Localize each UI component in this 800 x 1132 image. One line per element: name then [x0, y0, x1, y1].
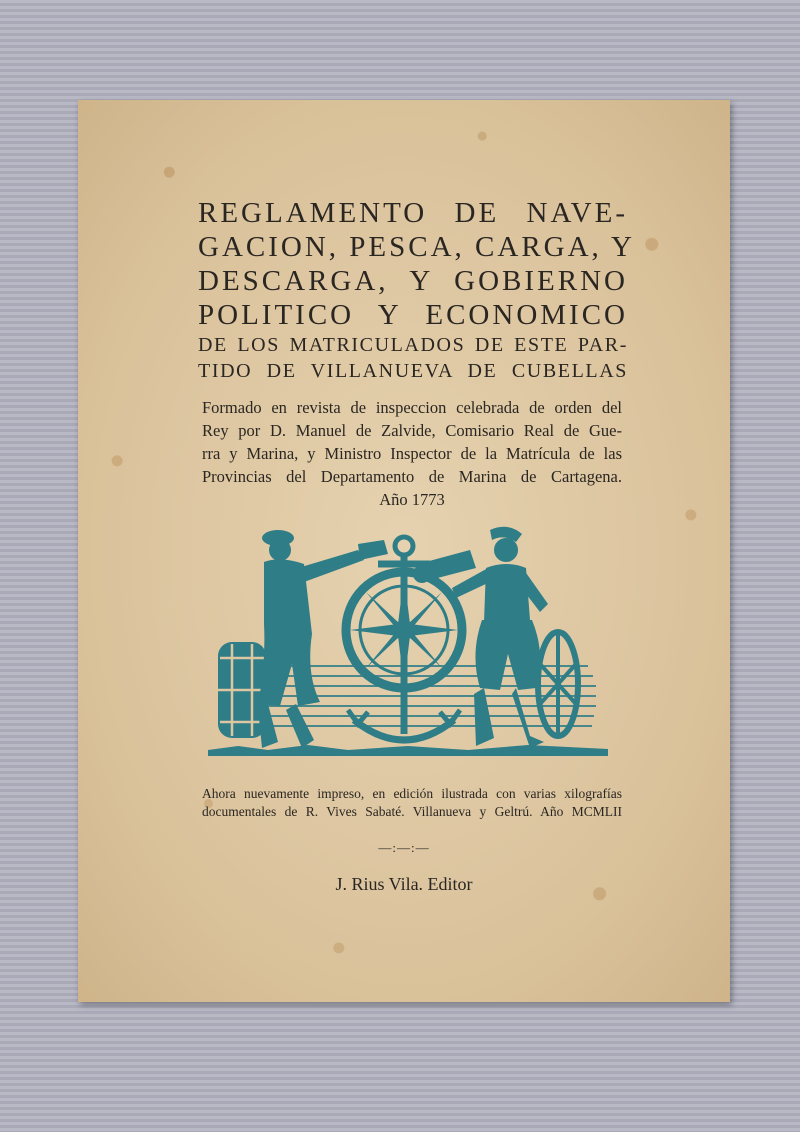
book-title: [198, 196, 635, 384]
reprint-line-2: documentales de R. Vives Sabaté. Villanueva y Geltrú. Año MCMLII: [202, 804, 622, 819]
title-line-3: DESCARGA, Y GOBIERNO: [198, 265, 628, 297]
subtitle-line-2: TIDO DE VILLANUEVA DE CUBELLAS: [198, 360, 628, 382]
description-line-2: Rey por D. Manuel de Zalvide, Comisario Real de Gue-: [202, 421, 622, 440]
editor-line: J. Rius Vila. Editor: [335, 874, 473, 894]
title-line-2: GACION, PESCA, CARGA, Y: [198, 231, 635, 263]
woodcut-illustration: [208, 524, 608, 756]
publication-year: Año 1773: [379, 490, 445, 509]
reprint-line-1: Ahora nuevamente impreso, en edición ilustrada con varias xilografías: [202, 786, 622, 801]
description-line-1: Formado en revista de inspeccion celebrada de orden del: [202, 398, 622, 417]
ornamental-divider: —:—:—: [378, 840, 430, 855]
description-paragraph: [202, 396, 622, 511]
book-cover: [78, 100, 730, 1002]
title-line-1: REGLAMENTO DE NAVE-: [198, 197, 628, 229]
subtitle-line-1: DE LOS MATRICULADOS DE ESTE PAR-: [198, 334, 628, 356]
description-line-4: Provincias del Departamento de Marina de Cartagena.: [202, 467, 622, 486]
title-line-4: POLITICO Y ECONOMICO: [198, 299, 628, 331]
reprint-note: [202, 785, 622, 821]
description-line-3: rra y Marina, y Ministro Inspector de la Matrícula de las: [202, 444, 622, 463]
